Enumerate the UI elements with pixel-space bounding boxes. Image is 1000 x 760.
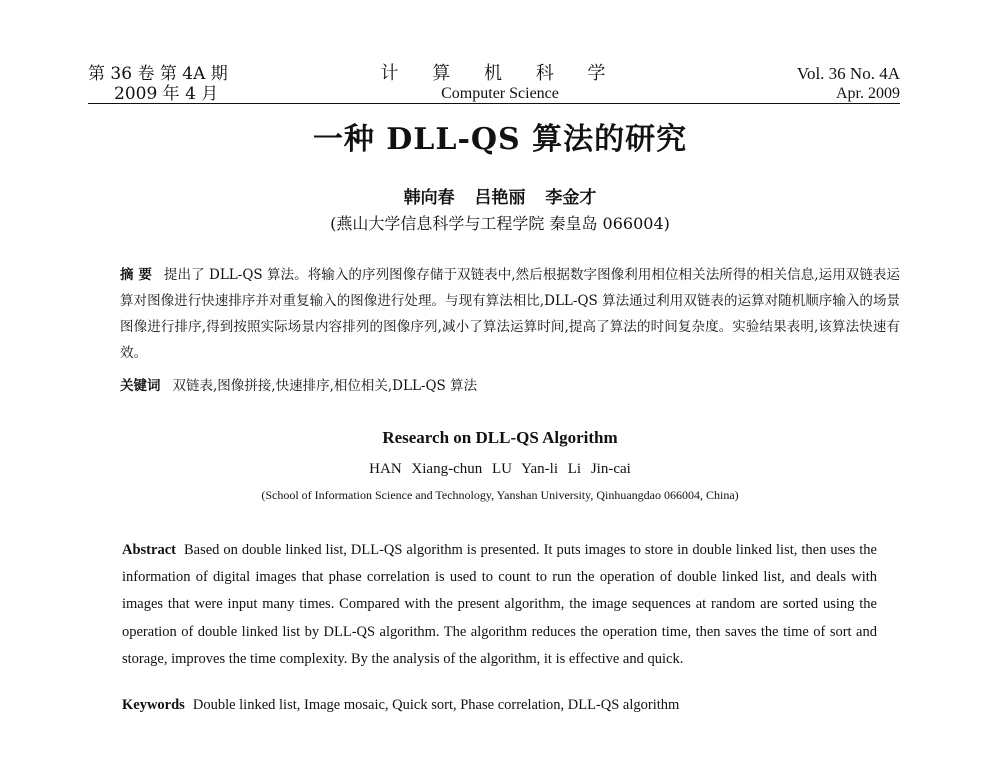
header-volume-en	[797, 64, 900, 104]
authors-cn: 韩向春 吕艳丽 李金才	[403, 188, 597, 208]
abstract-en-text: Based on double linked list, DLL-QS algorithm is presented. It puts images to store in double linked list, then uses the information of digital images that phase correlation is used to count to run the operation of double linked list, and deals with images that were input many times. Compared with the present algorithm, the image sequences at random are sorted using the operation of double linked list by DLL-QS algorithm. The algorithm reduces the operation time, then saves the time of sort and storage, improves the time complexity. By the analysis of the algorithm, it is effective and quick.	[122, 542, 877, 667]
journal-name-cn: 计 算 机 科 学	[380, 63, 620, 84]
keywords-cn-label: 关键词	[120, 378, 161, 394]
authors-en: HAN Xiang-chun LU Yan-li Li Jin-cai	[369, 461, 631, 477]
abstract-en-label: Abstract	[122, 542, 176, 558]
keywords-cn-text: 双链表,图像拼接,快速排序,相位相关,DLL-QS 算法	[172, 378, 478, 394]
paper-title-cn: 一种 DLL-QS 算法的研究	[312, 122, 688, 157]
journal-name-en: Computer Science	[441, 85, 559, 102]
header-volume-issue: 第 36 卷 第 4A 期	[88, 64, 228, 84]
header-date-en: Apr. 2009	[836, 85, 900, 102]
abstract-cn-label: 摘 要	[120, 267, 152, 283]
header-vol-no: Vol. 36 No. 4A	[796, 64, 900, 83]
paper-title-en: Research on DLL-QS Algorithm	[382, 428, 618, 447]
abstract-cn	[120, 262, 900, 366]
affiliation-en: (School of Information Science and Technology, Yanshan University, Qinhuangdao 066004, China)	[261, 488, 739, 502]
header-date-cn: 2009 年 4 月	[114, 84, 219, 104]
header-rule	[88, 103, 900, 104]
keywords-cn	[120, 374, 900, 394]
keywords-en-label: Keywords	[122, 697, 185, 713]
abstract-en	[122, 537, 877, 673]
affiliation-cn: (燕山大学信息科学与工程学院 秦皇岛 066004)	[330, 214, 670, 233]
abstract-cn-text: 提出了 DLL-QS 算法。将输入的序列图像存储于双链表中,然后根据数字图像利用相位相关法所得的相关信息,运用双链表运算对图像进行快速排序并对重复输入的图像进行处理。与现有算法相比,DLL-QS 算法通过利用双链表的运算对随机顺序输入的场景图像进行排序,得到按照实际场景内容排列的图像序列,减小了算法运算时间,提高了算法的时间复杂度。实验结果表明,该算法快速有效。	[120, 267, 900, 361]
keywords-en	[122, 697, 877, 714]
keywords-en-text: Double linked list, Image mosaic, Quick sort, Phase correlation, DLL-QS algorithm	[192, 697, 680, 713]
